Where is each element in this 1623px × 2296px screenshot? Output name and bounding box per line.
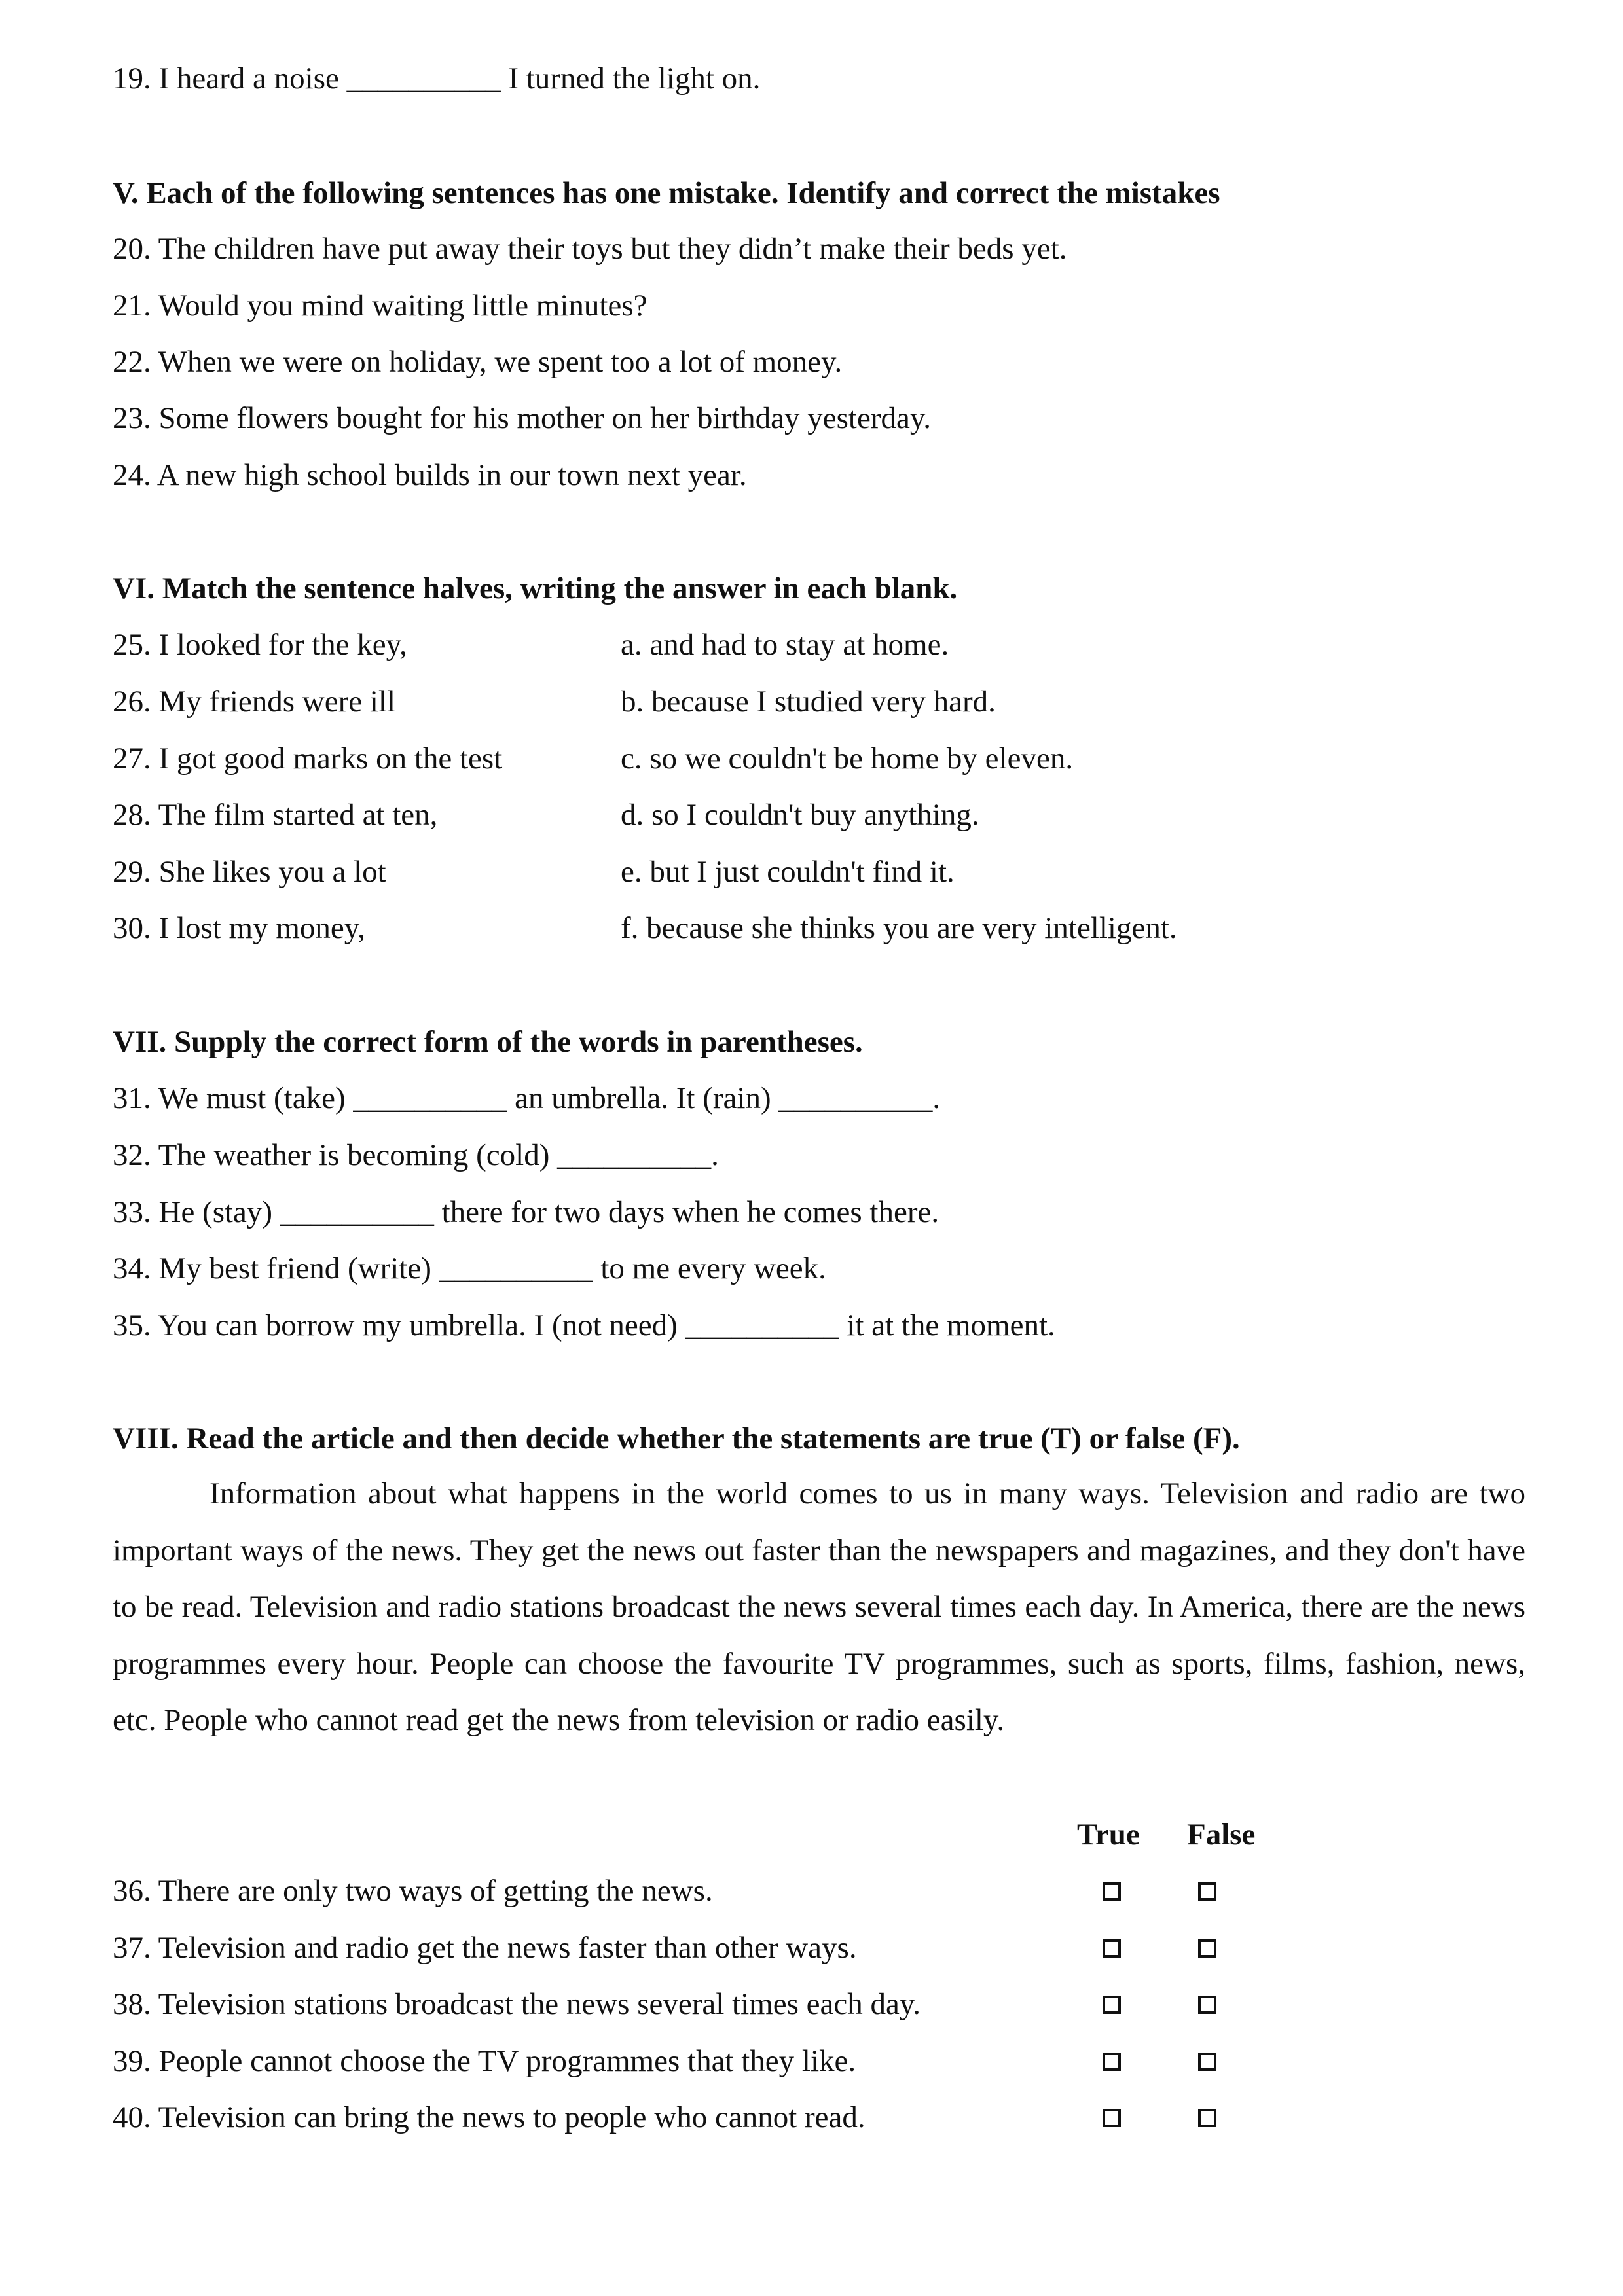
question-22: 22. When we were on holiday, we spent too a lot of money. [113, 345, 843, 379]
question-24: 24. A new high school builds in our town next year. [113, 458, 747, 492]
statement-36: 36. There are only two ways of getting the news. [113, 1874, 713, 1908]
true-column-header: True [1077, 1818, 1140, 1852]
checkbox-40-true[interactable] [1103, 2109, 1121, 2127]
section-8-heading: VIII. Read the article and then decide whether the statements are true (T) or false (F). [113, 1422, 1240, 1456]
section-5-heading: V. Each of the following sentences has one mistake. Identify and correct the mistakes [113, 176, 1220, 210]
checkbox-40-false[interactable] [1198, 2109, 1216, 2127]
match-right-a: a. and had to stay at home. [621, 628, 949, 662]
match-right-e: e. but I just couldn't find it. [621, 855, 955, 889]
match-left-27: 27. I got good marks on the test [113, 742, 503, 776]
match-left-26: 26. My friends were ill [113, 685, 396, 719]
statement-38: 38. Television stations broadcast the news several times each day. [113, 1987, 921, 2021]
question-33: 33. He (stay) __________ there for two days when he comes there. [113, 1195, 939, 1229]
question-32: 32. The weather is becoming (cold) __________. [113, 1138, 719, 1172]
statement-40: 40. Television can bring the news to people who cannot read. [113, 2100, 866, 2134]
match-right-b: b. because I studied very hard. [621, 685, 996, 719]
match-right-c: c. so we couldn't be home by eleven. [621, 742, 1074, 776]
section-7-heading: VII. Supply the correct form of the words in parentheses. [113, 1025, 863, 1059]
match-left-25: 25. I looked for the key, [113, 628, 407, 662]
question-20: 20. The children have put away their toys but they didn’t make their beds yet. [113, 232, 1067, 266]
statement-37: 37. Television and radio get the news faster than other ways. [113, 1931, 857, 1965]
match-left-29: 29. She likes you a lot [113, 855, 386, 889]
checkbox-36-true[interactable] [1103, 1882, 1121, 1901]
match-right-d: d. so I couldn't buy anything. [621, 798, 979, 832]
checkbox-36-false[interactable] [1198, 1882, 1216, 1901]
checkbox-38-true[interactable] [1103, 1996, 1121, 2014]
question-23: 23. Some flowers bought for his mother on her birthday yesterday. [113, 401, 932, 435]
checkbox-37-false[interactable] [1198, 1939, 1216, 1958]
question-34: 34. My best friend (write) __________ to me every week. [113, 1251, 826, 1285]
checkbox-39-true[interactable] [1103, 2053, 1121, 2071]
checkbox-39-false[interactable] [1198, 2053, 1216, 2071]
question-19: 19. I heard a noise __________ I turned the light on. [113, 62, 761, 96]
section-6-heading: VI. Match the sentence halves, writing the answer in each blank. [113, 571, 958, 605]
statement-39: 39. People cannot choose the TV programmes that they like. [113, 2044, 856, 2078]
checkbox-37-true[interactable] [1103, 1939, 1121, 1958]
match-left-28: 28. The film started at ten, [113, 798, 438, 832]
question-35: 35. You can borrow my umbrella. I (not need) __________ it at the moment. [113, 1308, 1055, 1342]
question-21: 21. Would you mind waiting little minutes? [113, 289, 647, 323]
reading-passage: Information about what happens in the world comes to us in many ways. Television and radio are two important ways of the news. They get the news out faster than the newspapers and magazines, and they don't have to be read. Television and radio stations broadcast the news several times each day. In America, there are the news programmes every hour. People can choose the favourite TV programmes, such as sports, films, fashion, news, etc. People who cannot read get the news from television or radio easily. [113, 1477, 1525, 1737]
question-31: 31. We must (take) __________ an umbrella. It (rain) __________. [113, 1081, 941, 1115]
checkbox-38-false[interactable] [1198, 1996, 1216, 2014]
match-left-30: 30. I lost my money, [113, 911, 365, 945]
false-column-header: False [1187, 1818, 1256, 1852]
match-right-f: f. because she thinks you are very intelligent. [621, 911, 1177, 945]
